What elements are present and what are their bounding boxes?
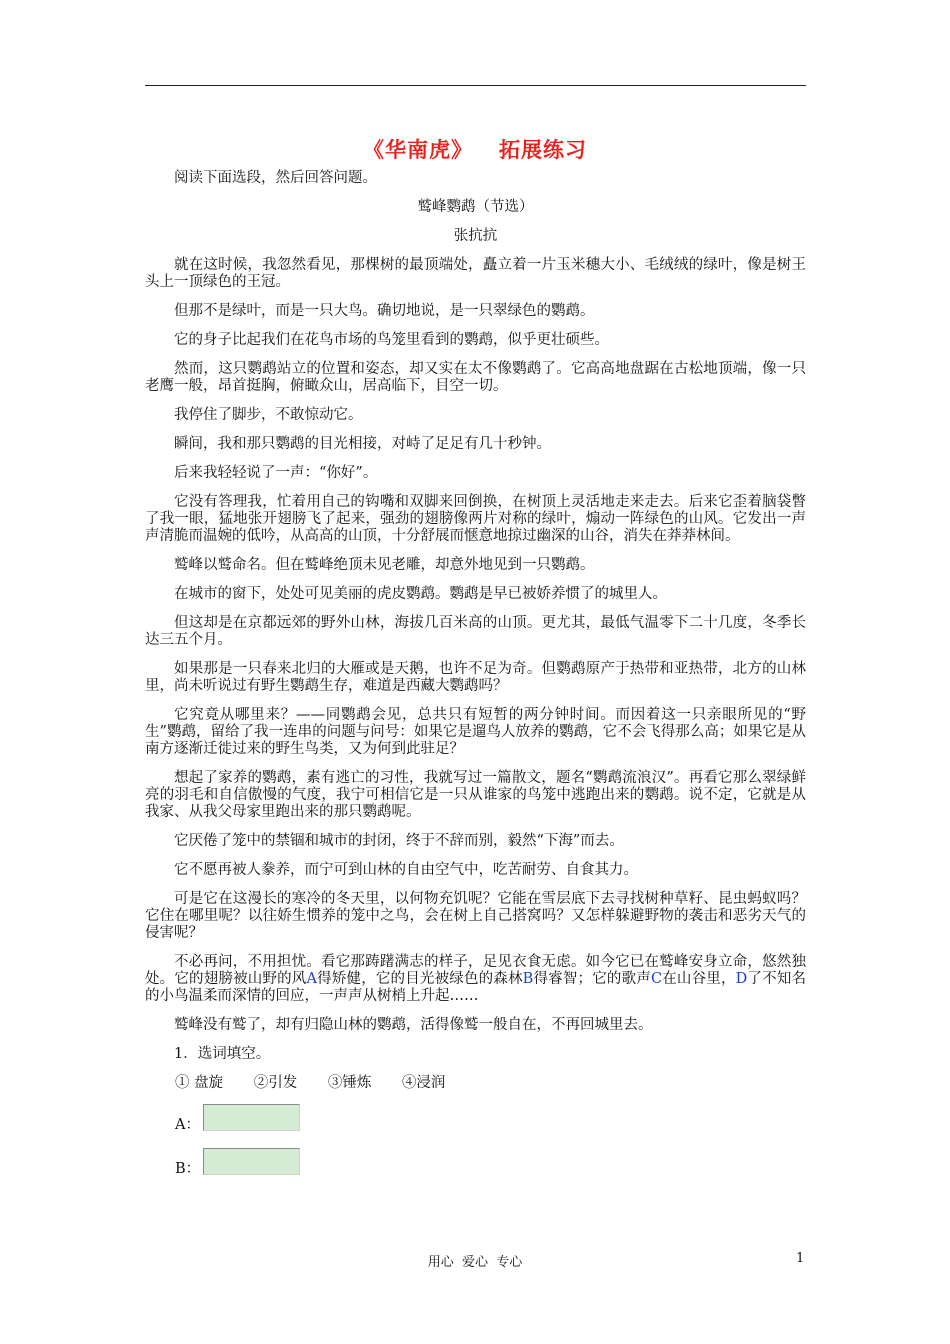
word-options bbox=[145, 1075, 806, 1092]
paragraph: 然而，这只鹦鹉站立的位置和姿态，却又实在太不像鹦鹉了。它高高地盘踞在古松地顶端，像一只老鹰一般，昂首挺胸，俯瞰众山，居高临下，目空一切。 bbox=[145, 361, 806, 394]
paragraph: 如果那是一只春来北归的大雁或是天鹅，也许不足为奇。但鹦鹉原产于热带和亚热带，北方的山林里，尚未听说过有野生鹦鹉生存，难道是西藏大鹦鹉吗？ bbox=[145, 661, 806, 694]
paragraph: 它的身子比起我们在花鸟市场的鸟笼里看到的鹦鹉，似乎更壮硕些。 bbox=[174, 332, 609, 348]
header-rule bbox=[145, 85, 806, 86]
paragraph: 后来我轻轻说了一声：“你好”。 bbox=[174, 465, 378, 481]
answer-row-b bbox=[145, 1148, 806, 1176]
blank-marker-b: B bbox=[522, 971, 534, 987]
answer-label-b: B： bbox=[175, 1161, 201, 1177]
page-title bbox=[0, 134, 950, 164]
paragraph: 可是它在这漫长的寒冷的冬天里，以何物充饥呢？它能在雪层底下去寻找树种草籽、昆虫蚂蚁吗？它住在哪里呢？以往娇生惯养的笼中之鸟，会在树上自己搭窝吗？又怎样躲避野物的袭击和恶劣天气的侵害呢？ bbox=[145, 891, 806, 941]
option-1: ① 盘旋 bbox=[175, 1075, 224, 1091]
paragraph: 我停住了脚步，不敢惊动它。 bbox=[174, 407, 363, 423]
option-3: ③锤炼 bbox=[327, 1075, 372, 1091]
answer-row-a bbox=[145, 1104, 806, 1132]
paragraph: 它厌倦了笼中的禁锢和城市的封闭，终于不辞而别，毅然“下海”而去。 bbox=[174, 833, 624, 849]
paragraph: 鹫峰没有鹫了，却有归隐山林的鹦鹉，活得像鹫一般自在，不再回城里去。 bbox=[174, 1017, 653, 1033]
article-title: 鹫峰鹦鹉（节选） bbox=[417, 199, 534, 215]
paragraph: 瞬间，我和那只鹦鹉的目光相接，对峙了足足有几十秒钟。 bbox=[174, 436, 551, 452]
document-body bbox=[145, 170, 806, 1192]
blank-marker-a: A bbox=[306, 971, 317, 987]
paragraph-with-blanks: 不必再问，不用担忧。看它那踌躇满志的样子，足见衣食无虑。如今它已在鹫峰安身立命，悠然独处。它的翅膀被山野的风A得矫健，它的目光被绿色的森林B得睿智；它的歌声C在山谷里，D了不知名的小鸟温柔而深情的回应，一声声从树梢上升起…… bbox=[145, 954, 807, 1004]
instruction: 阅读下面选段，然后回答问题。 bbox=[174, 170, 377, 186]
question-1: 1．选词填空。 bbox=[174, 1046, 271, 1062]
answer-field-a[interactable] bbox=[203, 1104, 300, 1131]
paragraph: 它不愿再被人豢养，而宁可到山林的自由空气中，吃苦耐劳、自食其力。 bbox=[174, 862, 638, 878]
article-author: 张抗抗 bbox=[453, 228, 498, 244]
title-exercise: 拓展练习 bbox=[499, 138, 587, 162]
blank-marker-c: C bbox=[650, 971, 663, 987]
option-4: ④浸润 bbox=[401, 1075, 446, 1091]
paragraph: 鹫峰以鹫命名。但在鹫峰绝顶未见老雕，却意外地见到一只鹦鹉。 bbox=[174, 557, 595, 573]
paragraph: 它没有答理我，忙着用自己的钩嘴和双脚来回倒换，在树顶上灵活地走来走去。后来它歪着脑袋瞥了我一眼，猛地张开翅膀飞了起来，强劲的翅膀像两片对称的绿叶，煽动一阵绿色的山风。它发出一声声清脆而温婉的低吟，从高高的山顶，十分舒展而惬意地掠过幽深的山谷，消失在莽莽林间。 bbox=[145, 494, 806, 544]
answer-label-a: A： bbox=[175, 1117, 200, 1133]
answer-field-b[interactable] bbox=[203, 1148, 300, 1175]
blank-marker-d: D bbox=[735, 971, 748, 987]
paragraph: 就在这时候，我忽然看见，那棵树的最顶端处，矗立着一片玉米穗大小、毛绒绒的绿叶，像是树王头上一顶绿色的王冠。 bbox=[145, 257, 806, 290]
paragraph: 在城市的窗下，处处可见美丽的虎皮鹦鹉。鹦鹉是早已被娇养惯了的城里人。 bbox=[174, 586, 667, 602]
page-number: 1 bbox=[796, 1251, 805, 1266]
paragraph: 它究竟从哪里来？——同鹦鹉会见，总共只有短暂的两分钟时间。而因着这一只亲眼所见的“野生”鹦鹉，留给了我一连串的问题与问号：如果它是遛鸟人放养的鹦鹉，它不会飞得那么高；如果它是从南方逐渐迁徙过来的野生鸟类，又为何到此驻足？ bbox=[145, 707, 806, 757]
paragraph: 但那不是绿叶，而是一只大鸟。确切地说，是一只翠绿色的鹦鹉。 bbox=[174, 303, 595, 319]
page-footer: 用心 爱心 专心 bbox=[427, 1255, 523, 1270]
paragraph: 但这却是在京都远郊的野外山林，海拔几百米高的山顶。更尤其，最低气温零下二十几度，冬季长达三五个月。 bbox=[145, 615, 806, 648]
option-2: ②引发 bbox=[253, 1075, 298, 1091]
paragraph: 想起了家养的鹦鹉，素有逃亡的习性，我就写过一篇散文，题名“鹦鹉流浪汉”。再看它那么翠绿鲜亮的羽毛和自信傲慢的气度，我宁可相信它是一只从谁家的鸟笼中逃跑出来的鹦鹉。说不定，它就是从我家、从我父母家里跑出来的那只鹦鹉呢。 bbox=[145, 770, 806, 820]
title-book: 《华南虎》 bbox=[363, 138, 473, 162]
